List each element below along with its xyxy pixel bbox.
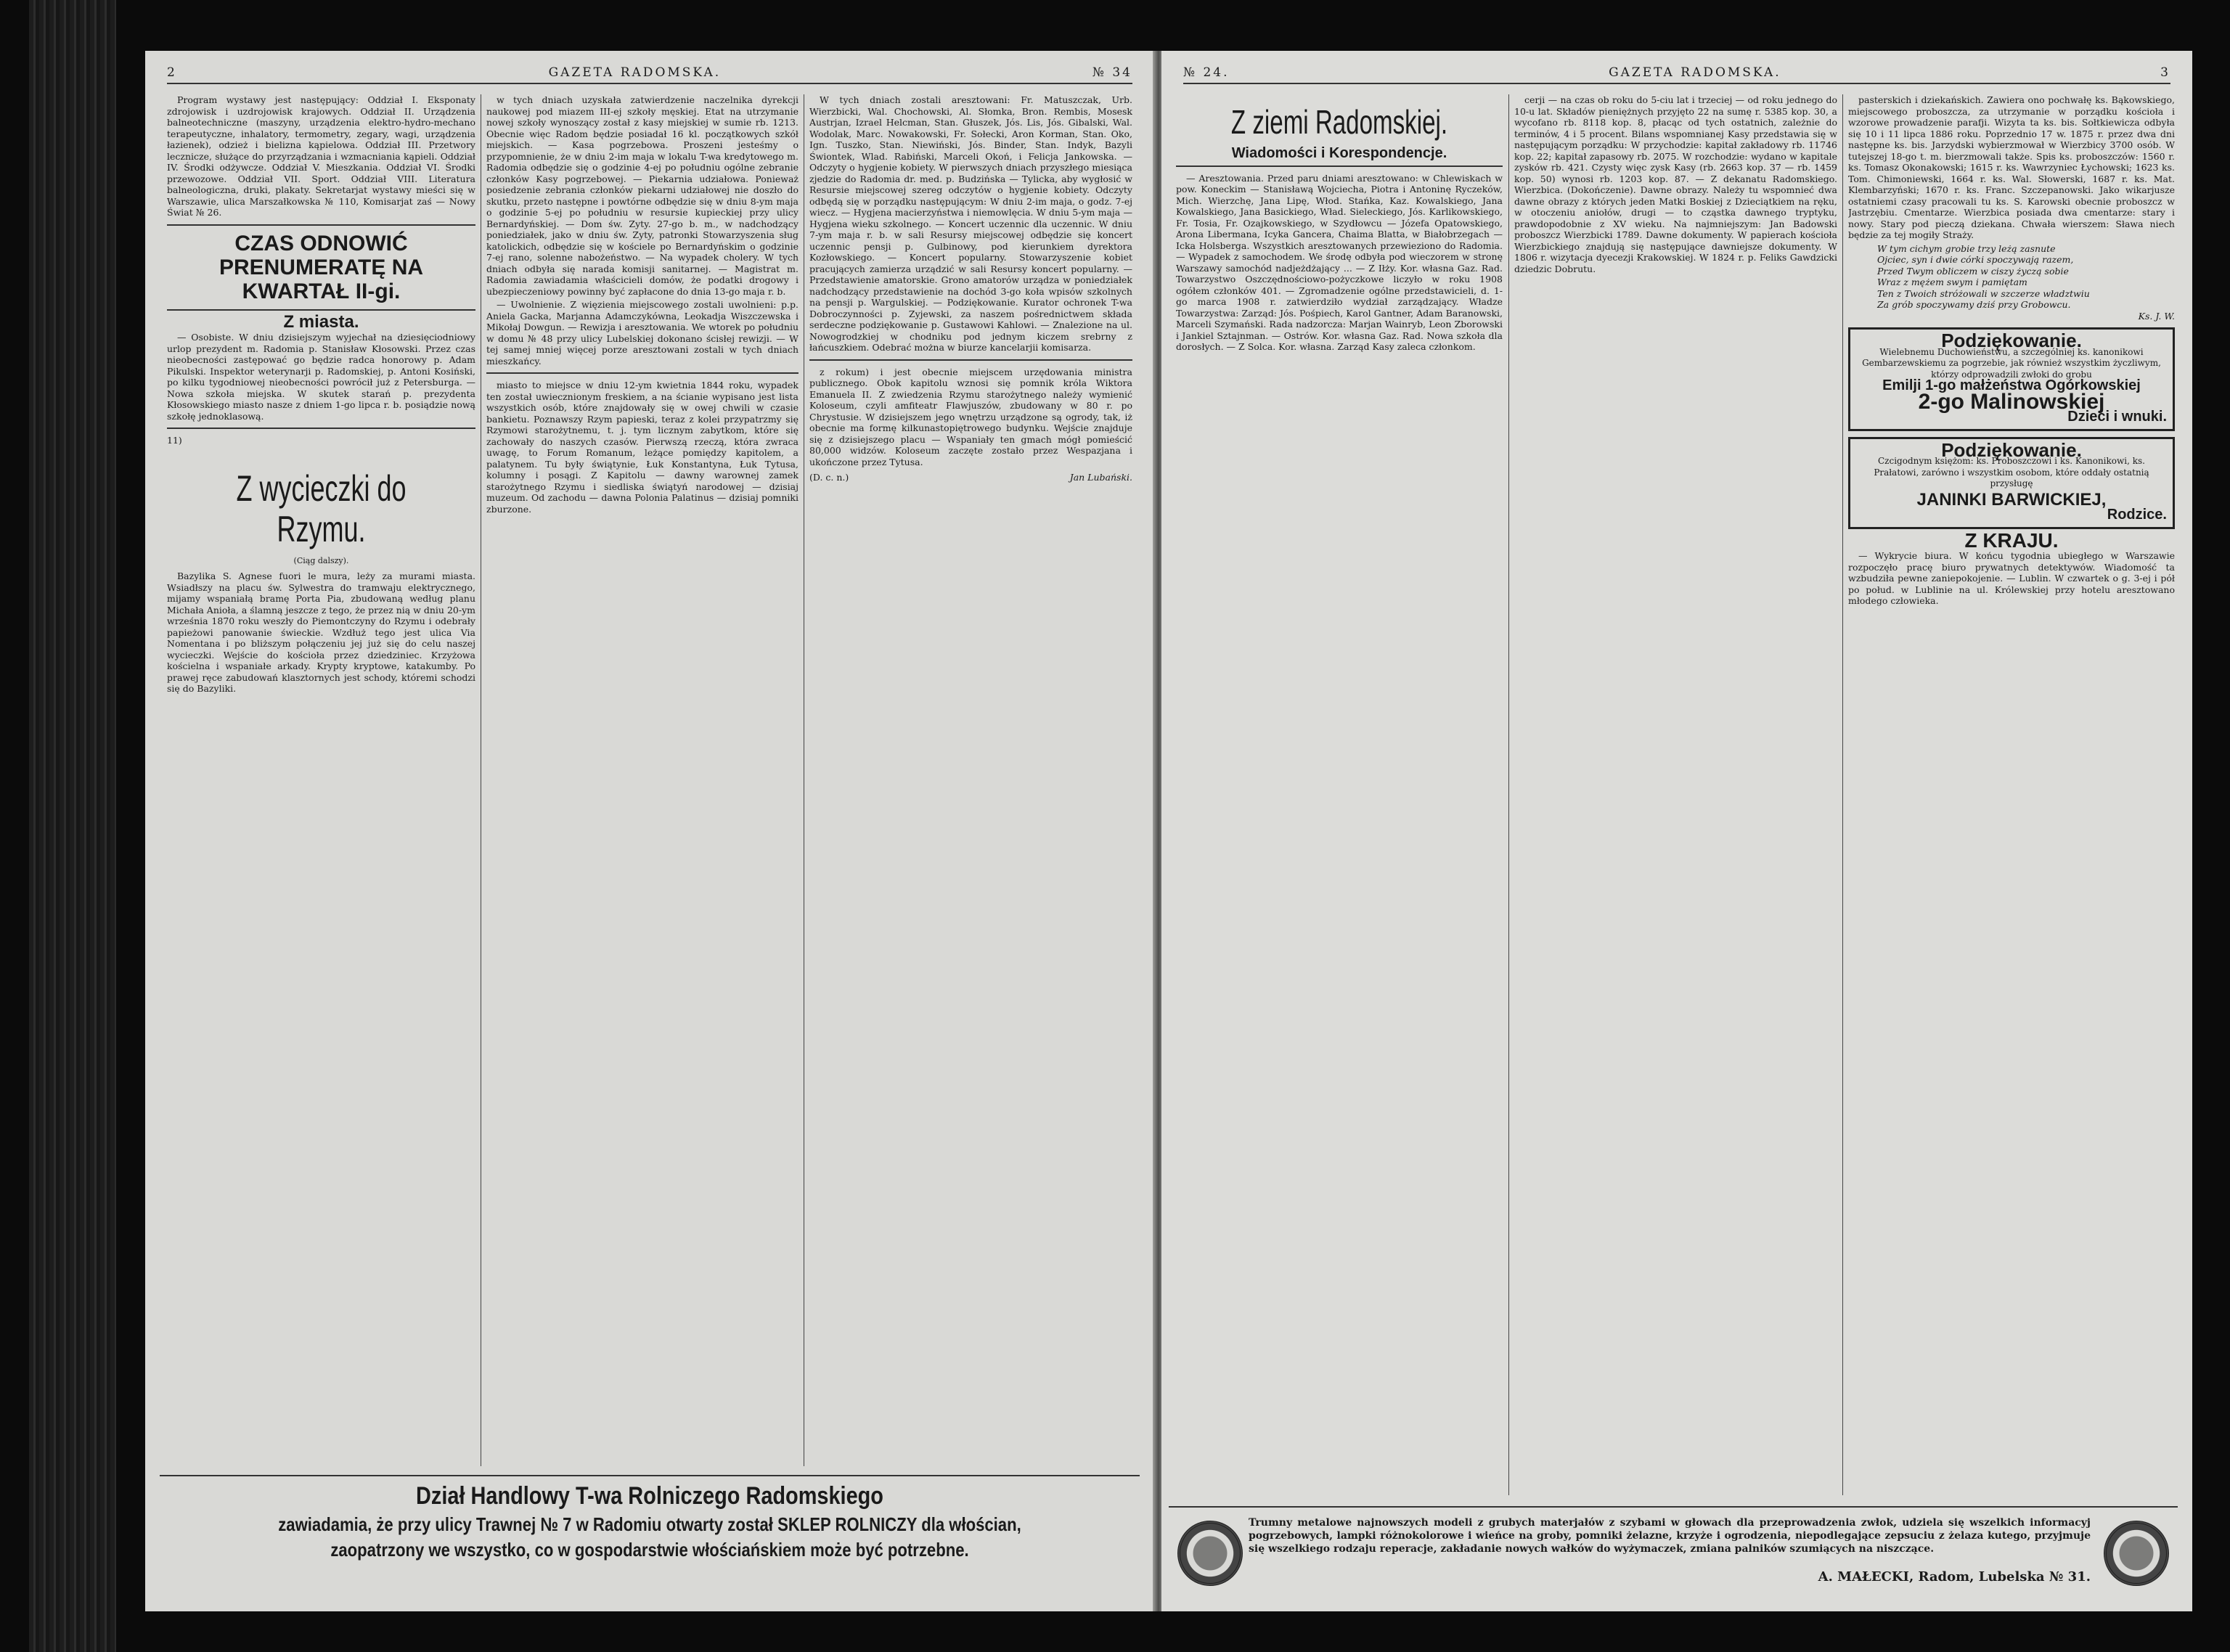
poem-line: Ten z Twoich stróżowali w szczerze władztwiu: [1877, 287, 2090, 299]
divider: [167, 224, 475, 226]
savings-bank-report-text: cerji — na czas ob roku do 5-ciu lat i trzeciej — od roku jednego do 10-u lat. Składów pieniężnych przyjęto 22 na sumę r. 5385 kop. 30, a wycofano rb. 8118 kop. 8, płacąc od tych ostatnich, zależnie do terminów, 4 i 5 procent. Bilans wspomnianej Kasy przedstawia się w następującym porządku: W przychodzie: kapitał zakładowy rb. 11746 kop. 22; kapitał zapasowy rb. 2075. W rozchodzie: wydano w kapitale zysków rb. 421. Czysty więc zysk Kasy (rb. 2663 kop. 37 — rb. 1459 kop. 50) wynosi rb. 1203 kop. 87. — Z dekanatu Radomskiego. Wierzbica. (Dokończenie). Dawne obrazy. Należy tu wspomnieć dwa dawne obrazy z których jeden Matki Boskiej z Dzieciątkiem na ręku, w otoczeniu aniołów, drugi — to cząstka dawnego tryptyku, prawdopodobnie z XV wieku. Na najmniejszym: Jan Badowski proboszcz Wierzbicki 1789. Dawne dokumenty. W papierach kościoła Wierzbickiego znajdują się następujące dawniejsze dokumenty. W 1806 r. wizytacja dyecezji Krakowskiej. W 1824 r. p. Feliks Gawdzicki dziedzic Dobrutu.: [1514, 94, 1837, 274]
city-news-heading: Z miasta.: [283, 311, 359, 332]
serial-number: 11): [167, 435, 182, 446]
left-masthead: GAZETA RADOMSKA.: [548, 65, 722, 80]
rome-article-title: Z wycieczki do Rzymu.: [236, 467, 407, 549]
lectures-news-text: W tych dniach zostali aresztowani: Fr. Matuszczak, Urb. Wierzbicki, Wal. Chochowski, Al. Słomka, Bron. Rembis, Mosesk Austrjan, Izrael Helcman, Stan. Głuszek, Jós. Lis, Jós. Gibalski, Wal. Wodolak, Marc. Nowakowski, Fr. Sołecki, Aron Korman, Stan. Oko, Ign. Tuszko, Stan. Niewiński, Jós. Binder, Stan. Indyk, Bazyli Świontek, Wlad. Rabiński, Marceli Okoń, i Felicja Jankowska. — Odczyty o hygjenie kobiety. W pierwszych dniach przyszłego miesiąca zjedzie do Radomia dr. med. p. Budzińska — Tylicka, aby wygłosić w Resursie miejscowej szereg odczytów o hygjenie kobiety. Odczyty odbędą się w porządku następującym: W dniu 2-im maja, o godz. 7-ej wiecz. — Hygjena macierzyństwa i niemowlęcia. W dniu 5-ym maja — Hygjena wieku szkolnego. — Koncert uczennic dla uczennic. W dniu 7-ym maja r. b. w sali Resursy miejscowej odbędzie się koncert uczennic pensji p. Gulbinowy, pod kierunkiem dyrektora Kozłowskiego. — Koncert popularny. Stowarzyszenie kobiet pracujących zamierza urządzić w sali Resursy koncert popularny. — Przedstawienie amatorskie. Grono amatorów urządza w poniedziałek nadchodzący przedstawienie na dochód 3-go koła wpisów szkolnych na pensji p. Wargulskiej. — Podziękowanie. Kurator ochronek T-wa Dobroczynności p. Zyjewski, za naszem pośrednictwem składa serdeczne podziękowanie p. Gustawowi Kahlowi. — Znalezione na ul. Nowogrodzkiej w chodniku pod jednym kiczem srebrny z łańcuszkiem. Odebrać można w biurze kancelarjii komisarza.: [809, 94, 1132, 353]
parish-history-text: pasterskich i dziekańskich. Zawiera ono pochwałę ks. Bąkowskiego, miejscowego proboszcza, za utrzymanie w porządku kościoła i wzorowe prowadzenie parafji. Wizyta ta ks. bis. Sołtkiewicza odbyła się 10 i 11 lipca 1886 roku. Poprzednio 17 w. 1875 r. przez dwa dni następne ks. bis. Jarzydski wybierzmował w Wierzbicy 3700 osób. W tutejszej 18-go t. m. bierzmowali także. Spis ks. proboszczów: 1560 r. ks. Tomasz Okonakowski; 1615 r. ks. Wawrzyniec Łychowski; 1623 ks. Tom. Chimoniewski, 1664 r. ks. Wal. Słowerski, 1687 r. ks. Mat. Klembarzyński; 1670 r. ks. Franc. Szczepanowski. Jako wikarjusze ostatniemi czasy pracowali tu ks. S. Karowski obecnie proboszcz w Jastrzębiu. Cmentarze. Wierzbica posiada dwa cmentarze: stary i nowy. Stary pod pieczą dziekana. Chwała wierszem: Sława niech będzie za tej mogiły Straży.: [1848, 94, 2175, 240]
left-column-3: [809, 94, 1132, 1466]
thanks-footer: Dzieci i wnuki.: [2067, 409, 2167, 425]
divider: [167, 428, 475, 429]
epitaph-poem: [1848, 243, 2175, 322]
poem-line: Ojciec, syn i dwie córki spoczywają razem,: [1877, 254, 2074, 265]
poem-line: Wraz z mężem swym i pamiętam: [1877, 277, 2027, 287]
thanks-body: Wielebnemu Duchowieństwu, a szczególniej ks. kanonikowi Gembarzewskiemu za pogrzebie, jak również wszystkim życzliwym, którzy odprowadzili zwłoki do grobu: [1862, 346, 2161, 380]
rome-continuation-text: miasto to miejsce w dniu 12-ym kwietnia 1844 roku, wypadek ten został uwiecznionym freskiem, a na ścianie wypisano jest lista wszystkich osób, które znajdowały się w owej chwili w czasie bankietu. Poznawszy Rzym papieski, teraz z kolei przypatrzmy się Rzymowi starożytnemu, t. j. tym licznym zabytkom, które się zachowały do naszych czasów. Pierwszą rzeczą, która zwraca uwagę, to Forum Romanum, leżące pomiędzy kapitolem, a palatynem. Tu były świątynie, Łuk Konstantyna, Łuk Tytusa, kolumny i posągi. Z Kapitolu — dawny warownej zamek starożytnego Rzymu i siedliska świątyń narodowej — dzisiaj muzeum. Od zachodu — dawna Polonia Palatinus — dzisiaj pomniki zburzone.: [486, 380, 799, 515]
ad-text: Trumny metalowe najnowszych modeli z grubych materjałów z szybami w głowach dla przeprowadzenia zwłok, udziela się wszelkich informacyj pogrzebowych, lampki różnokolorowe i wieńce na groby, pomniki żelazne, krzyże i ogrodzenia, niepodlegające zepsuciu z żelaza kutego, przyjmuje się wszelkiego rodzaju reperacje, zakładanie nowych wałków do wyżymaczek, zmiana palników szumiących na niszczące.: [1249, 1517, 2091, 1555]
regional-news-subtitle: Wiadomości i Korespondencje.: [1231, 145, 1447, 161]
thanks-footer: Rodzice.: [2107, 507, 2167, 523]
arrests-news-text: — Uwolnienie. Z więzienia miejscowego zostali uwolnieni: p.p. Aniela Gacka, Marjanna Adamczykówna, Leokadja Wiszczewska i Mikołaj Dowgun. — Rewizja i aresztowania. We wtorek po południu w domu № 48 przy ulicy Lubelskiej dokonano ścisłej rewizji. — W tej samej mniej więcej porze aresztowani zostali w tych dniach mieszkańcy.: [486, 299, 799, 367]
thanks-heading: Podziękowanie.: [1941, 330, 2082, 351]
divider: [486, 372, 799, 374]
rome-article-subtitle: (Ciąg dalszy).: [293, 555, 349, 565]
right-column-3: [1848, 94, 2175, 1495]
exhibition-program-text: Program wystawy jest następujący: Oddział I. Eksponaty zdrojowisk i uzdrojowisk krajowych. Oddział II. Urządzenia balneotechniczne (maszyny, urządzenia elektro-hydro-mechano terapeutyczne, inhalatory, termometry, zegary, wagi, urządzenia łazienek), odzież i bielizna kąpielowa. Oddział III. Przetwory lecznicze, służące do przyrządzania i wzmacniania kąpieli. Oddział IV. Środki odżywcze. Oddział V. Mieszkania. Oddział VI. Środki przewozowe. Oddział VII. Sport. Oddział VIII. Literatura balneologiczna, druki, plakaty. Sekretarjat wystawy mieści się w Warszawie, ulica Marszałkowska № 110, Komisarjat zaś — Nowy Świat № 26.: [167, 94, 475, 218]
right-issue-number: № 24.: [1183, 65, 1230, 80]
thanks-heading: Podziękowanie.: [1941, 438, 2082, 461]
right-column-1: [1176, 94, 1503, 1495]
right-masthead: GAZETA RADOMSKA.: [1609, 65, 1781, 80]
left-page-number: 2: [167, 65, 177, 80]
left-page: [145, 51, 1154, 1611]
thanks-name: JANINKI BARWICKIEJ,: [1916, 489, 2107, 510]
left-running-head: [167, 62, 1132, 84]
right-column-2: [1514, 94, 1837, 1495]
regional-news-text: — Aresztowania. Przed paru dniami aresztowano: w Chlewiskach w pow. Koneckim — Stanisławą Wojciecha, Piotra i Antoninę Ryczeków, Mich. Wierzchę, Jana Lipę, Włod. Stańka, Kaz. Kowalskiego, Jana Kowalskiego, Jana Basickiego, Wład. Sieleckiego, Jós. Karlikowskiego, Fr. Tosia, Fr. Ozajkowskiego, w Szydłowcu — Józefa Opatowskiego, Arona Libermana, Icyka Gancera, Chaima Blatta, w Białobrzegach — Icka Holsberga. Wszystkich aresztowanych przewieziono do Radomia. — Wypadek z samochodem. We środę odbyła pod wieczorem w stronę Warszawy samochód nadjeżdżający ... — Z Iłży. Kor. własna Gaz. Rad. Towarzystwo Oszczędnościowo-pożyczkowe liczyło w roku 1908 ogółem członków 401. — Zgromadzenie ogólne przedstawicieli, d. 1-go marca 1908 r. zatwierdziło wydział zarządzający. Władze Towarzystwa: Zarząd: Jós. Pośpiech, Karol Gantner, Adam Baranowski, Marceli Szymański. Rada nadzorcza: Marjan Wainryb, Leon Zborowski i Jankiel Sztajnman. — Ostrów. Kor. własna Gaz. Rad. Nowa szkoła dla dorosłych. — Z Solca. Kor. własna. Zarząd Kasy zaleca członkom.: [1176, 172, 1503, 352]
right-page-number: 3: [2160, 65, 2170, 80]
poem-line: Przed Twym obliczem w ciszy życzą sobie: [1877, 265, 2069, 277]
medal-seal-icon: [2104, 1521, 2169, 1586]
ad-line-3: zaopatrzony we wszystko, co w gospodarstwie włościańskiem może być potrzebne.: [330, 1539, 969, 1561]
divider: [167, 309, 475, 311]
agricultural-store-advertisement: [160, 1475, 1140, 1591]
national-news-text: — Wykrycie biura. W końcu tygodnia ubiegłego w Warszawie rozpoczęło pracę biuro prywatnych detektywów. Wiadomość ta wzbudziła pewne zaniepokojenie. — Lublin. W czwartek o g. 3-ej i pół po połud. w Lublinie na ul. Królewskiej przy hotelu aresztowano młodego człowieka.: [1848, 550, 2175, 606]
ad-line-2: zawiadamia, że przy ulicy Trawnej № 7 w Radomiu otwarty został SKLEP ROLNICZY dla włościan,: [278, 1513, 1021, 1535]
author-name: Jan Lubański.: [1069, 472, 1132, 483]
to-be-continued: (D. c. n.): [809, 472, 849, 483]
rome-continuation-text-2: z rokum) i jest obecnie miejscem urzędowania ministra publicznego. Obok kapitolu wznosi się pomnik króla Wiktora Emanuela II. Z zwiedzenia Rzymu starożytnego należy wymienić Koloseum, czyli amfiteatr Flawjuszów, zbudowany w 80 r. po Chrystusie. W dzisiejszem jego wnętrzu urządzone są ogrody, tak, iż obecnie ma formę kilkunastopiętrowego budynku. Wejście znajduje się z dzisiejszego placu — Wspaniały ten gmach mógł pomieścić 80,000 widzów. Koloseum zaczęte zostało przez Wespazjana i ukończone przez Tytusa.: [809, 366, 1132, 467]
medal-seal-icon: [1177, 1521, 1243, 1586]
ad-headline: Dział Handlowy T-wa Rolniczego Radomskiego: [416, 1482, 883, 1510]
left-issue-number: № 34: [1092, 65, 1132, 80]
subscription-headline: CZAS ODNOWIĆ PRENUMERATĘ NA KWARTAŁ II-gi.: [218, 231, 424, 303]
column-separator: [1508, 94, 1509, 1495]
thanks-notice-2: [1848, 437, 2175, 529]
poem-line: Za grób spoczywamy dziś przy Grobowcu.: [1877, 299, 2071, 310]
column-separator: [1842, 94, 1843, 1495]
divider: [1176, 165, 1503, 167]
city-news-text: — Osobiste. W dniu dzisiejszym wyjechał na dziesięciodniowy urlop prezydent m. Radomia p. Stanisław Kłosowski. Przez czas nieobecności zastępować go będzie radca honorowy p. Adam Pikulski. Inspektor weterynarji p. Radomskiej, p. Antoni Kosiński, po kilku tygodniowej nieobecności powrócił już z Petersburga. — Nowa szkoła miejska. W skutek starań p. prezydenta Kłosowskiego miasto nasze z dniem 1-go lipca r. b. posiądzie nową szkołę jednoklasową.: [167, 332, 475, 422]
book-binding: [29, 0, 116, 1652]
coffin-maker-advertisement: [1169, 1506, 2178, 1587]
left-column-1: [167, 94, 475, 1466]
right-page: [1161, 51, 2192, 1611]
thanks-notice-1: [1848, 327, 2175, 431]
national-news-heading: Z KRAJU.: [1964, 528, 2059, 552]
poem-signature: Ks. J. W.: [2138, 310, 2175, 322]
left-column-2: [486, 94, 799, 1466]
ad-signature: A. MAŁECKI, Radom, Lubelska № 31.: [1818, 1569, 2091, 1584]
regional-news-title: Z ziemi Radomskiej.: [1230, 103, 1448, 141]
poem-line: W tym cichym grobie trzy leżą zasnute: [1877, 242, 2056, 254]
local-news-text: w tych dniach uzyskała zatwierdzenie naczelnika dyrekcji naukowej pod miazem III-ej szkoły męskiej. Etat na utrzymanie nowej szkoły wynoszący został z kasy miejskiej w sumie rb. 1213. Obecnie więc Radom będzie posiadał 16 kl. początkowych szkół miejskich. — Kasa pogrzebowa. Proszeni jesteśmy o przypomnienie, że w dniu 2-im maja w lokalu T-wa kredytowego m. Radomia odbędzie się o godzinie 4-ej po południu ogólne zebranie członków Kasy pogrzebowej. — Piekarnia udziałowa. Ponieważ posiedzenie zebrania członków piekarni udziałowej nie doszło do skutku, przeto następne i powtórne odbędzie się w dniu 8-ym maja o godzinie 5-ej po południu w resursie kupieckiej przy ulicy Bernardyńskiej. — Dom św. Zyty. 27-go b. m., w nadchodzący poniedziałek, jako w dniu św. Zyty, patronki Stowarzyszenia sług katolickich, odbędzie się w kościele po Bernardyńskim o godzinie 7-ej rano, solenne nabożeństwo. — Na wypadek cholery. W tych dniach odbyła się narada komisji sanitarnej. — Magistrat m. Radomia zawiadamia właścicieli domów, że podatki drogowy i ubezpieczeniowy powinny być zapłacone do dnia 13-go maja r. b.: [486, 94, 799, 297]
divider: [809, 359, 1132, 361]
thanks-name-line-2: 2-go Malinowskiej: [1918, 389, 2105, 414]
thanks-name-line-1: Emilji 1-go małżeństwa Ogórkowskiej: [1882, 377, 2141, 393]
right-running-head: [1183, 62, 2170, 84]
rome-article-text: Bazylika S. Agnese fuori le mura, leży za murami miasta. Wsiadłszy na placu św. Sylwestra do tramwaju elektrycznego, mijamy wspaniałą bramę Porta Pia, zbudowaną według planu Michała Anioła, a ślamną jeszcze z tego, że przez nią w dniu 20-ym września 1870 roku weszły do Piemontczyny do Rzymu i odebrały papieżowi panowanie świeckie. Wzdłuż tego jest ulica Via Nomentana i po bliższym połączeniu jej już się do celu naszej wycieczki. Wejście do kościoła przez dziedziniec. Krzyżowa kościelna i wspaniałe arkady. Krypty kryptowe, katakumby. Po prawej ręce zabudowań klasztornych jest schody, któremi schodzi się do Bazyliki.: [167, 571, 475, 694]
thanks-body: Czcigodnym księżom: ks. Proboszczowi i ks. Kanonikowi, ks. Prałatowi, zarówno i wszystkim osobom, które oddały ostatnią przysługę: [1874, 456, 2149, 488]
article-signature: [809, 472, 1132, 483]
